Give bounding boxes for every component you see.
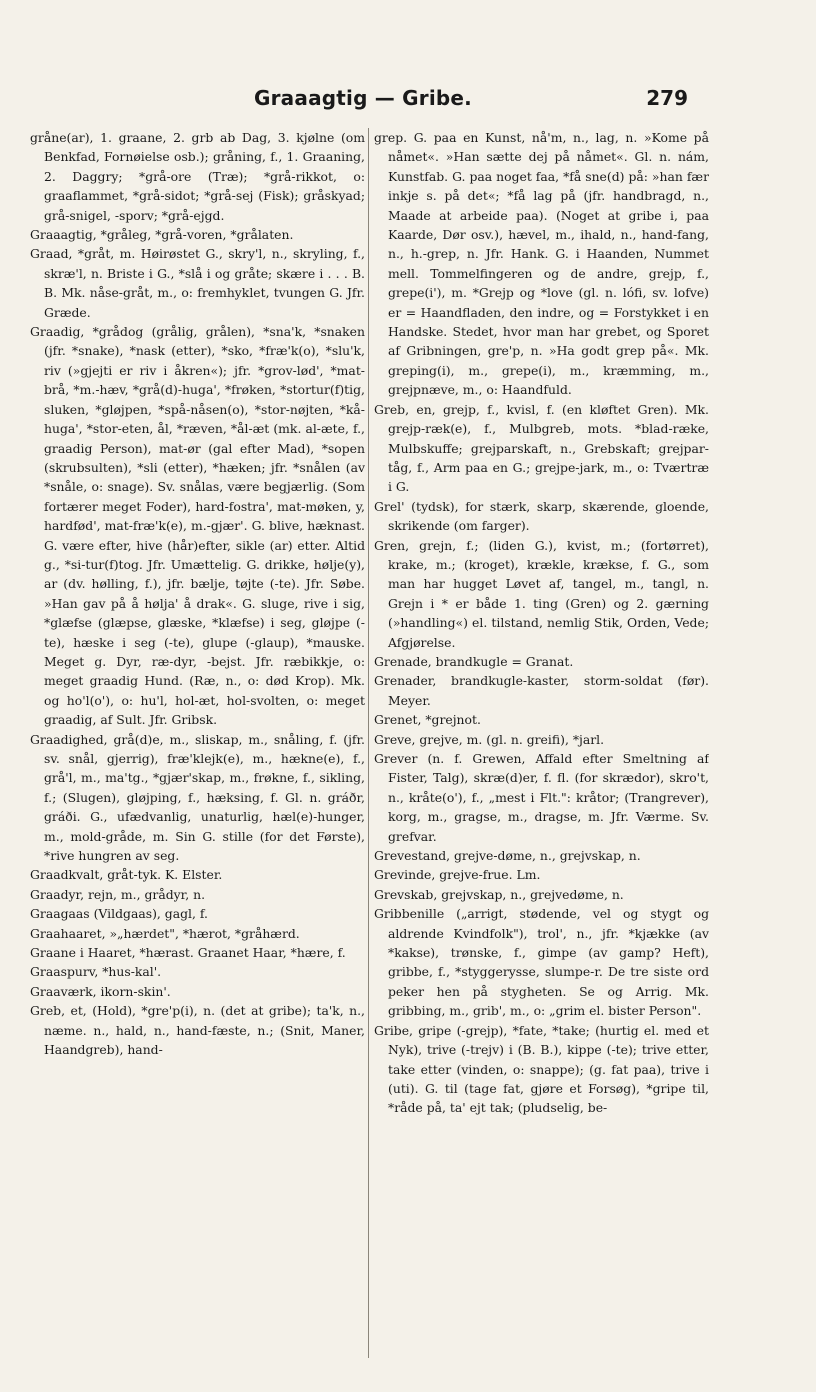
dictionary-entry	[374, 1021, 709, 1118]
left-column	[30, 128, 365, 1368]
dictionary-entry	[30, 1001, 365, 1059]
dictionary-entry	[30, 904, 365, 923]
dictionary-entry	[374, 128, 709, 400]
dictionary-entry	[374, 710, 709, 729]
dictionary-entry	[30, 244, 365, 322]
dictionary-entry	[374, 497, 709, 536]
page-number: 279	[646, 86, 688, 110]
dictionary-entry	[374, 652, 709, 671]
entry-text: Grever (n. f. Grewen, Affald efter Smeltning af Fister, Talg), skræ(d)er, f. fl. (for skrædor), skro't, n., kråte(o'), f., „mest i Flt.": kråtor; (Trangrever), korg, m., gragse, m., dragse, m. Jfr. Værme. Sv. grefvar.	[374, 751, 709, 844]
entry-text: Grevskab, grejvskap, n., grejvedøme, n.	[374, 886, 624, 902]
entry-text: Graagaas (Vildgaas), gagl, f.	[30, 906, 208, 922]
running-head	[0, 86, 816, 118]
entry-text: Graaværk, ikorn-skin'.	[30, 983, 171, 999]
dictionary-entry	[30, 128, 365, 225]
dictionary-entry	[30, 885, 365, 904]
dictionary-entry	[30, 865, 365, 884]
dictionary-entry	[374, 400, 709, 497]
dictionary-entry	[374, 865, 709, 884]
dictionary-entry	[374, 846, 709, 865]
entry-text: gråne(ar), 1. graane, 2. grb ab Dag, 3. kjølne (om Benkfad, Fornøielse osb.); gråning, f., 1. Graaning, 2. Daggry; *grå-ore (Træ); *grå-rikkot, o: graaflammet, *grå-sidot; *grå-sej (Fisk); gråskyad; grå-snigel, -sporv; *grå-ejgd.	[30, 130, 365, 223]
entry-text: Graaspurv, *hus-kal'.	[30, 964, 162, 980]
entry-text: Greb, en, grejp, f., kvisl, f. (en kløftet Gren). Mk. grejp-ræk(e), f., Mulbgreb, mots. *blad-ræke, Mulbskuffe; grejparskaft, n., Grebskaft; grejpar-tåg, f., Arm paa en G.; grejpe-jark, m., o: Tværtræ i G.	[374, 401, 709, 495]
entry-text: Gribe, gripe (-grejp), *fate, *take; (hurtig el. med et Nyk), trive (-trejv) i (B. B.), kippe (-te); trive etter, take etter (vinden, o: snappe); (g. fat paa), trive i (uti). G. til (tage fat, gjøre et Forsøg), *gripe til, *råde på, ta' ejt tak; (pludselig, be-	[374, 1022, 709, 1116]
entry-text: Graadighed, grå(d)e, m., sliskap, m., snåling, f. (jfr. sv. snål, gjerrig), fræ'klejk(e), m., hækne(e), f., grå'l, m., ma'tg., *gjær'skap, m., frøkne, f., sikling, f.; (Slugen), gløjping, f., hæksing, f. Gl. n. gráðr, gráði. G., ufædvanlig, unaturlig, hæl(e)-hunger, m., mold-gråde, m. Sin G. stille (for det Første), *rive hungren av seg.	[30, 731, 365, 864]
entry-text: Gren, grejn, f.; (liden G.), kvist, m.; (fortørret), krake, m.; (kroget), krækle, krækse, f. G., som man har hugget Løvet af, tangel, m., tangl, n. Grejn i * er både 1. ting (Gren) og 2. gærning (»handling«) el. tilstand, nemlig Stik, Orden, Vedе; Afgjørelse.	[374, 537, 709, 650]
dictionary-entry	[374, 749, 709, 846]
column-divider	[368, 128, 369, 1358]
entry-text: Graadig, *grådog (grålig, grålen), *sna'k, *snaken (jfr. *snake), *nask (etter), *sko, *fræ'k(o), *slu'k, riv (»gjejti er riv i åkren«); jfr. *grov-lød', *mat-brå, *m.-hæv, *grå(d)-huga', *frøken, *stortur(f)tig, sluken, *gløjpen, *spå-nåsen(o), *stor-nøjten, *kå-huga', *stor-eten, ål, *ræven, *ål-æt (mk. al-æte, f., graadig Person), mat-ør (gal efter Mad), *sopen (skrubsulten), *sli (etter), *hæken; jfr. *snålen (av *snåle, o: snage). Sv. snålas, være begjærlig. (Som fortærer meget Foder), hard-fostra', mat-møken, y, hardfød', mat-fræ'k(e), m.-gjær'. G. blive, hæknast. G. være efter, hive (hår)efter, sikle (ar) etter. Altid g., *si-tur(f)tog. Jfr. Umættelig. G. drikke, hølje(y), ar (dv. hølling, f.), jfr. bælje, tøjte (-te). Jfr. Søbe. »Han gav på å hølja' å drak«. G. sluge, rive i sig, *glæfse (glæpse, glæske, *klæfse) i seg, gløjpe (-te), hæske i seg (-te), glupe (-glaup), *mauske. Meget g. Dyr, ræ-dyr, -bejst. Jfr. ræbikkje, o: meget graadig Hund. (Ræ, n., o: død Krop). Mk. og ho'l(o'), o: hu'l, hol-æt, hol-svolten, o: meget graadig, af Sult. Jfr. Gribsk.	[30, 324, 365, 728]
entry-text: Grenet, *grejnot.	[374, 712, 481, 728]
entry-text: Greve, grejve, m. (gl. n. greifi), *jarl.	[374, 731, 605, 747]
dictionary-entry	[30, 962, 365, 981]
entry-text: grep. G. paa en Kunst, nå'm, n., lag, n. »Kome på nåmet«. »Han sætte dej på nåmet«. Gl. n. nám, Kunstfab. G. paa noget faa, *få sne(d) på: »han fær inkje s. på det«; *få lag på (jfr. handbragd, n., Maade at arbeide paa). (Noget at gribe i, paa Kaarde, Dør osv.), hævel, m., ihald, n., hand-fang, n., h.-grep, n. Jfr. Hank. G. i Haanden, Nummet mell. Tommelfingeren og de andre, grejp, f., grepe(i'), m. *Grejp og *love (gl. n. lófi, sv. lofve) er = Haandfladen, den indre, og = Forstykket i en Handske. Stedet, hvor man har grebet, og Sporet af Gribningen, gre'p, n. »Ha godt grep på«. Mk. greping(i), m., grepe(i), m., kræmming, m., grejpnæve, m., o: Haandfuld.	[374, 130, 709, 398]
page-title: Graaagtig — Gribe.	[254, 86, 472, 110]
entry-text: Graadkvalt, gråt-tyk. K. Elster.	[30, 867, 223, 883]
dictionary-entry	[30, 943, 365, 962]
dictionary-entry	[374, 671, 709, 710]
entry-text: Greb, et, (Hold), *gre'p(i), n. (det at gribe); ta'k, n., næme. n., hald, n., hand-fæste, n.; (Snit, Maner, Haandgreb), hand-	[30, 1003, 365, 1058]
dictionary-entry	[30, 322, 365, 730]
entry-text: Graad, *gråt, m. Høirøstet G., skry'l, n., skryling, f., skræ'l, n. Briste i G., *slå i og gråte; skære i . . . B. B. Mk. nåse-gråt, m., o: fremhyklet, tvungen G. Jfr. Græde.	[30, 246, 365, 320]
entry-text: Graahaaret, »„hærdet", *hærot, *gråhærd.	[30, 925, 300, 941]
dictionary-entry	[374, 730, 709, 749]
dictionary-entry	[374, 904, 709, 1020]
right-column	[374, 128, 709, 1368]
entry-text: Graaagtig, *gråleg, *grå-voren, *grålaten.	[30, 227, 294, 243]
dictionary-entry	[374, 885, 709, 904]
dictionary-entry	[30, 924, 365, 943]
entry-text: Grevestand, grejve-døme, n., grejvskap, n.	[374, 848, 641, 864]
entry-text: Grevinde, grejve-frue. Lm.	[374, 867, 541, 883]
dictionary-entry	[30, 730, 365, 866]
entry-text: Grenader, brandkugle-kaster, storm-soldat (før). Meyer.	[374, 673, 709, 708]
dictionary-entry	[374, 536, 709, 652]
entry-text: Grel' (tydsk), for stærk, skarp, skærende, gloende, skrikende (om farger).	[374, 498, 709, 534]
entry-text: Graadyr, rejn, m., grådyr, n.	[30, 886, 206, 902]
dictionary-entry	[30, 225, 365, 244]
dictionary-entry	[30, 982, 365, 1001]
entry-text: Grenade, brandkugle = Granat.	[374, 653, 574, 669]
entry-text: Gribbenille („arrigt, stødende, vel og stygt og aldrende Kvindfolk"), trol', n., jfr. *kjække (av *kakse), trønske, f., gimpe (av gamp? Heft), gribbe, f., *styggerysse, slumpe-r. De tre siste ord peker hen på stygheten. Se og Arrig. Mk. gribbing, m., grib', m., o: „grim el. bister Person".	[374, 906, 709, 1019]
entry-text: Graane i Haaret, *hærast. Graanet Haar, *hære, f.	[30, 945, 346, 961]
